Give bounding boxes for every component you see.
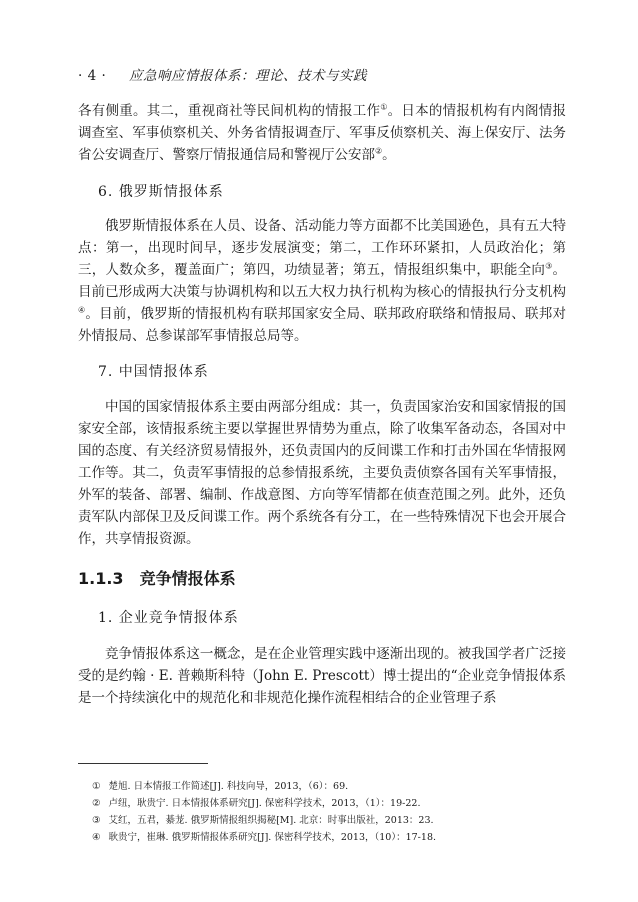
paragraph-china: 中国的国家情报体系主要由两部分组成：其一，负责国家治安和国家情报的国家安全部，该情报系统主要以掌握世界情势为重点，除了收集军备动态，各国对中国的态度、有关经济贸易情报外，还负责国内的反间谍工作和打击外国在华情报网工作等。其二，负责军事情报的总参情报系统，主要负责侦察各国有关军事情报，外军的装备、部署、编制、作战意图、方向等军情都在侦查范围之列。此外，还负责军队内部保卫及反间谍工作。两个系统各有分工，在一些特殊情况下也会开展合作，共享情报资源。 xyxy=(78,399,566,547)
paragraph-japan-continued: 各有侧重。其二，重视商社等民间机构的情报工作①。日本的情报机构有内阁情报调查室、军事侦察机关、外务省情报调查厅、军事反侦察机关、海上保安厅、法务省公安调查厅、警察厅情报通信局和警视厅公安部②。 xyxy=(78,102,567,163)
section-number: 1.1.3 xyxy=(78,569,124,588)
page-number: · 4 · xyxy=(78,68,107,84)
subheading-china: 7. 中国情报体系 xyxy=(98,364,209,380)
subheading-enterprise: 1. 企业竞争情报体系 xyxy=(98,610,239,626)
footnote: ① 楚旭. 日本情报工作简述[J]. 科技向导，2013，（6）：69. xyxy=(92,781,349,792)
paragraph-competitive-intelligence: 竞争情报体系这一概念，是在企业管理实践中逐渐出现的。被我国学者广泛接受的是约翰 · E. 普赖斯科特（John E. Prescott）博士提出的“企业竞争情报体系是一个持续演化中的规范化和非规范化操作流程相结合的企业管理子系 xyxy=(78,646,566,706)
footnote-ref-1[interactable]: ① xyxy=(380,102,388,112)
footnote-ref-2[interactable]: ② xyxy=(375,146,383,156)
paragraph-russia: 俄罗斯情报体系在人员、设备、活动能力等方面都不比美国逊色，具有五大特点：第一，出现时间早，逐步发展演变；第二，工作环环紧扣，人员政治化；第三，人数众多，覆盖面广；第四，功绩显著；第五，情报组织集中，职能全向③。目前已形成两大决策与协调机构和以五大权力执行机构为核心的情报执行分支机构④。目前，俄罗斯的情报机构有联邦国家安全局、联邦政府联络和情报局、联邦对外情报局、总参谋部军事情报总局等。 xyxy=(78,218,567,344)
running-header xyxy=(78,64,367,84)
book-title: 应急响应情报体系：理论、技术与实践 xyxy=(129,68,368,84)
footnote-ref-4[interactable]: ④ xyxy=(78,305,86,315)
footnote: ④ 耿贵宁，崔琳. 俄罗斯情报体系研究[J]. 保密科学技术，2013，（10）：17-18. xyxy=(92,832,437,843)
footnote-ref-3[interactable]: ③ xyxy=(545,261,553,271)
footnote-divider xyxy=(78,763,208,764)
section-title: 竞争情报体系 xyxy=(139,569,236,588)
section-heading xyxy=(78,568,566,590)
footnote: ③ 艾红，五君，綦茏. 俄罗斯情报组织揭秘[M]. 北京：时事出版社，2013：23. xyxy=(92,815,434,826)
subheading-russia: 6. 俄罗斯情报体系 xyxy=(98,184,224,200)
footnote: ② 卢纽，耿贵宁. 日本情报体系研究[J]. 保密科学技术，2013，（1）：19-22. xyxy=(92,798,421,809)
